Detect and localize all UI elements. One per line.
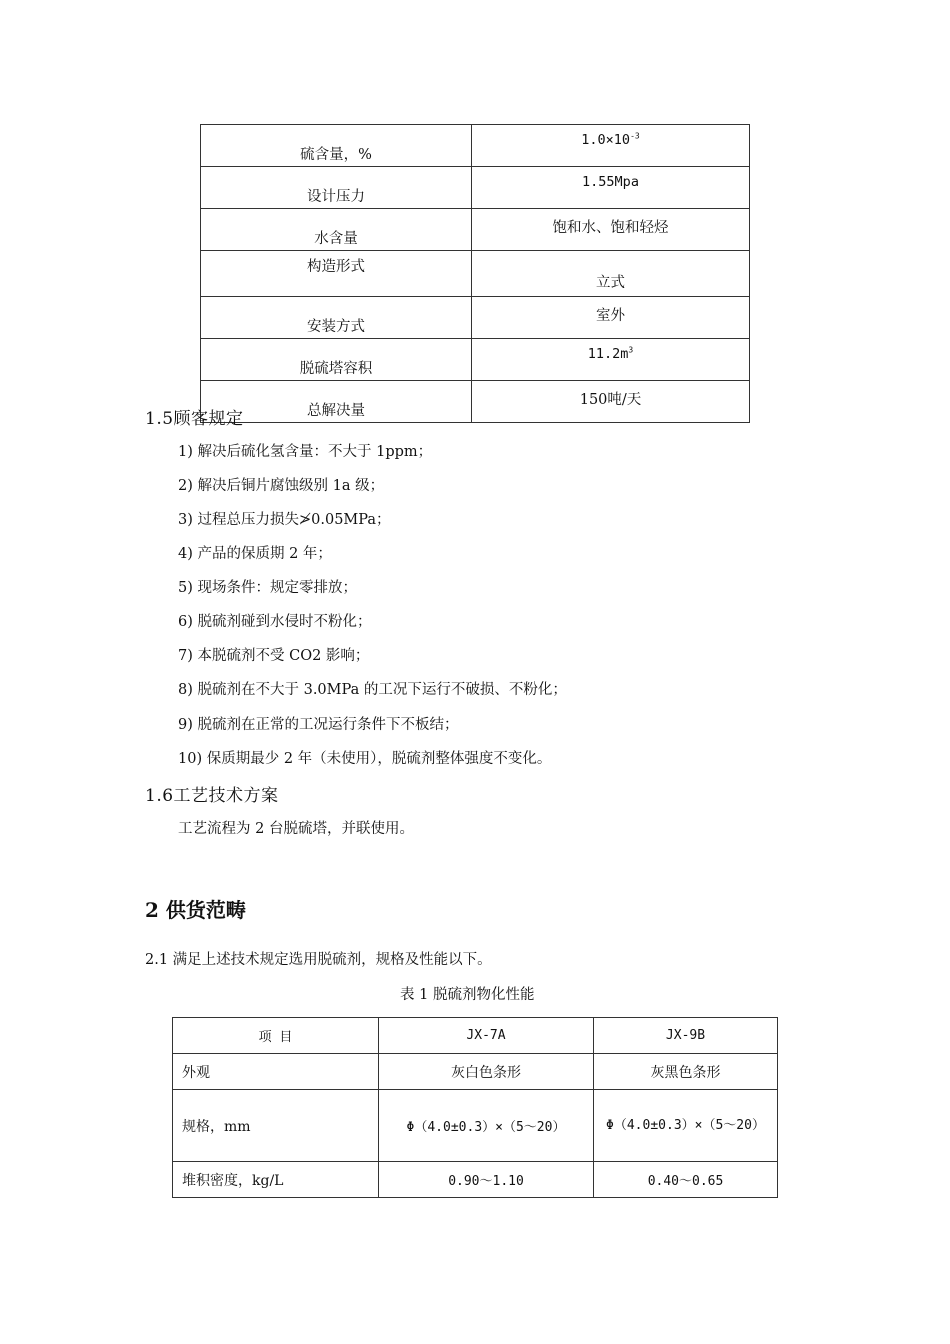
chapter-heading: 2 供货范畴: [145, 898, 246, 922]
list-item: 5) 现场条件：规定零排放；: [178, 580, 357, 596]
table-cell: 外观: [173, 1054, 379, 1090]
list-item: 3) 过程总压力损失≯0.05MPa；: [178, 512, 391, 528]
spec-label: 总解决量: [201, 381, 472, 423]
section-heading: 1.5顾客规定: [145, 409, 244, 429]
list-item: 10) 保质期最少 2 年（未使用），脱硫剂整体强度不变化。: [178, 751, 552, 767]
list-item: 9) 脱硫剂在正常的工况运行条件下不板结；: [178, 717, 459, 733]
table-header-cell: JX-9B: [594, 1018, 778, 1054]
spec-table: [200, 124, 750, 423]
paragraph: 2.1 满足上述技术规定选用脱硫剂，规格及性能以下。: [145, 952, 492, 968]
table-cell: 堆积密度，kg/L: [173, 1162, 379, 1198]
spec-value: 室外: [472, 297, 750, 339]
table-cell: 0.40～0.65: [594, 1162, 778, 1198]
list-item: 4) 产品的保质期 2 年；: [178, 546, 332, 562]
table-cell-text: Φ（4.0±0.3）×（5～20）: [606, 1117, 765, 1133]
spec-value: 立式: [472, 251, 750, 297]
table-header-cell: JX-7A: [379, 1018, 594, 1054]
table-cell: 规格，mm: [173, 1090, 379, 1162]
section-heading: 1.6工艺技术方案: [145, 786, 279, 806]
paragraph: 工艺流程为 2 台脱硫塔，并联使用。: [178, 821, 414, 837]
table-caption: 表 1 脱硫剂物化性能: [400, 987, 535, 1003]
spec-label: 水含量: [201, 209, 472, 251]
spec-label: 脱硫塔容积: [201, 339, 472, 381]
spec-label: 设计压力: [201, 167, 472, 209]
list-item: 8) 脱硫剂在不大于 3.0MPa 的工况下运行不破损、不粉化；: [178, 682, 567, 698]
table-cell: 0.90～1.10: [379, 1162, 594, 1198]
spec-value: 1.55Mpa: [472, 167, 750, 209]
spec-label: 安装方式: [201, 297, 472, 339]
spec-value: $1.0\times 10^{-3}$: [472, 125, 750, 167]
properties-table: [172, 1017, 778, 1198]
table-header-cell: 项 目: [173, 1018, 379, 1054]
table-cell: 灰黑色条形: [594, 1054, 778, 1090]
list-item: 7) 本脱硫剂不受 CO2 影响；: [178, 648, 370, 664]
table-cell: 灰白色条形: [379, 1054, 594, 1090]
spec-value: 饱和水、饱和轻烃: [472, 209, 750, 251]
table-cell: Φ（4.0±0.3）×（5～20）: [379, 1090, 594, 1162]
list-item: 6) 脱硫剂碰到水侵时不粉化；: [178, 614, 372, 630]
spec-value: 150吨/天: [472, 381, 750, 423]
spec-label: 构造形式: [201, 251, 472, 297]
list-item: 2) 解决后铜片腐蚀级别 1a 级；: [178, 478, 385, 494]
table-cell: [594, 1090, 778, 1162]
list-item: 1) 解决后硫化氢含量：不大于 1ppm；: [178, 444, 433, 460]
spec-label: 硫含量，%: [201, 125, 472, 167]
spec-value: $11.2m^3$: [472, 339, 750, 381]
